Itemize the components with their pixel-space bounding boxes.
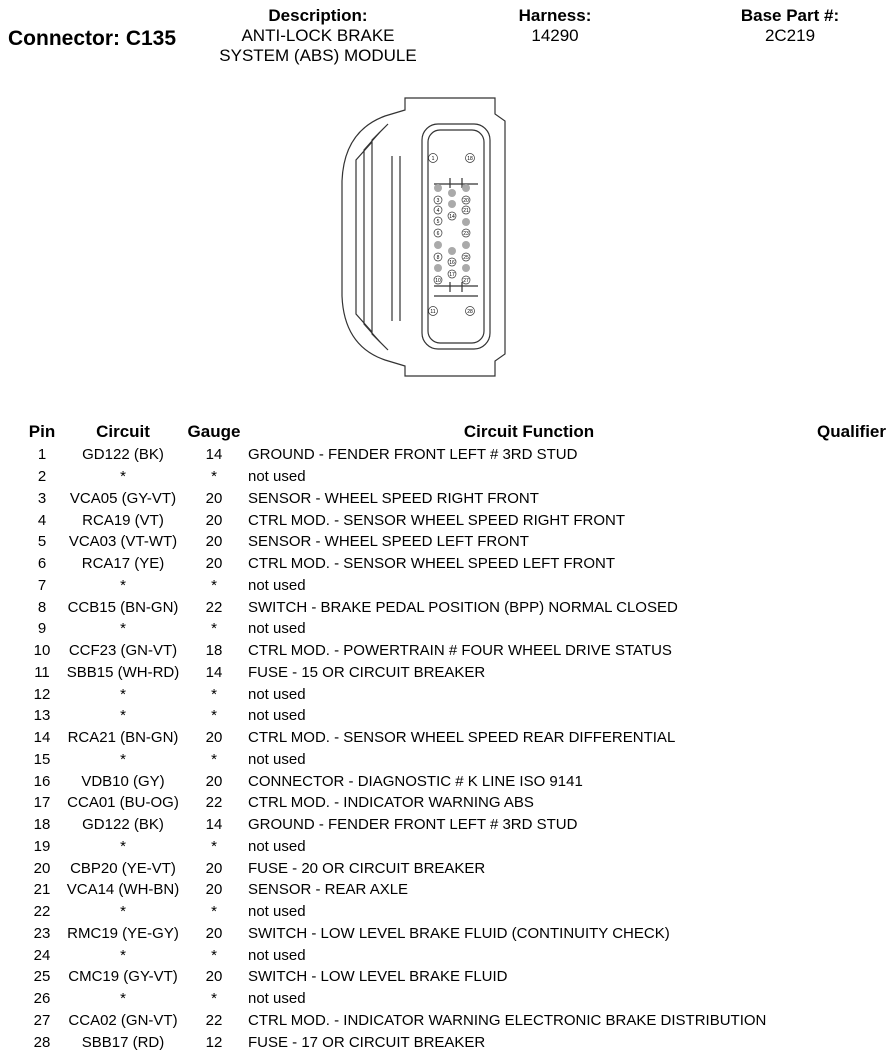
column-header-function: Circuit Function: [463, 422, 595, 441]
pin-cell: 7: [37, 576, 47, 594]
qualifier-cell: [810, 857, 886, 879]
table-row: [22, 857, 886, 879]
qualifier-cell: [810, 879, 886, 901]
description-block: [200, 6, 436, 66]
connector-face-diagram: [330, 96, 550, 381]
function-cell: GROUND - FENDER FRONT LEFT # 3RD STUD: [248, 816, 578, 834]
gauge-cell: 20: [205, 533, 223, 551]
qualifier-cell: [810, 814, 886, 836]
table-row: [22, 923, 886, 945]
pin-label: 20: [463, 198, 469, 204]
pin-label: 8: [436, 255, 440, 261]
qualifier-cell: [810, 575, 886, 597]
gauge-cell: *: [211, 685, 217, 703]
table-row: [22, 618, 886, 640]
qualifier-cell: [810, 923, 886, 945]
function-cell: SWITCH - BRAKE PEDAL POSITION (BPP) NORMAL CLOSED: [248, 598, 678, 616]
table-row: [22, 683, 886, 705]
gauge-cell: 22: [205, 794, 223, 812]
pin-label: 6: [436, 231, 440, 237]
pin-cell: 5: [37, 533, 47, 551]
pin-label: 28: [467, 309, 473, 315]
circuit-cell: CBP20 (YE-VT): [70, 859, 176, 877]
circuit-cell: *: [120, 750, 126, 768]
pin-cell: 16: [33, 772, 51, 790]
qualifier-cell: [810, 727, 886, 749]
function-cell: SENSOR - REAR AXLE: [248, 881, 409, 899]
column-header-qualifier: Qualifier: [817, 422, 886, 441]
gauge-cell: 20: [205, 555, 223, 573]
qualifier-cell: [810, 770, 886, 792]
gauge-cell: 22: [205, 1011, 223, 1029]
harness-block: [490, 6, 620, 46]
gauge-cell: 14: [205, 663, 223, 681]
gauge-cell: *: [211, 990, 217, 1008]
pin-cell: 28: [33, 1033, 51, 1051]
pin-cell: 24: [33, 946, 51, 964]
pin-label: 25: [463, 255, 469, 261]
circuit-cell: VCA05 (GY-VT): [69, 489, 177, 507]
function-cell: not used: [248, 685, 306, 703]
circuit-cell: VDB10 (GY): [81, 772, 165, 790]
pin-label: 17: [449, 272, 455, 278]
pin-cell: 1: [37, 446, 47, 464]
description-line-2: SYSTEM (ABS) MODULE: [219, 46, 417, 65]
function-cell: FUSE - 15 OR CIRCUIT BREAKER: [248, 663, 486, 681]
pin-cell: 23: [33, 924, 51, 942]
gauge-cell: 20: [205, 924, 223, 942]
qualifier-cell: [810, 705, 886, 727]
pin-cell: 17: [33, 794, 51, 812]
function-cell: not used: [248, 576, 306, 594]
description-label: Description:: [268, 6, 368, 25]
pin-label: 1: [431, 156, 435, 162]
qualifier-cell: [810, 749, 886, 771]
pin-label: 23: [463, 231, 469, 237]
circuit-cell: VCA03 (VT-WT): [68, 533, 178, 551]
circuit-cell: VCA14 (WH-BN): [66, 881, 180, 899]
gauge-cell: 14: [205, 446, 223, 464]
pin-cell: 6: [37, 555, 47, 573]
table-row: [22, 770, 886, 792]
function-cell: not used: [248, 837, 306, 855]
qualifier-cell: [810, 944, 886, 966]
function-cell: not used: [248, 620, 306, 638]
function-cell: CTRL MOD. - INDICATOR WARNING ELECTRONIC BRAKE DISTRIBUTION: [248, 1011, 767, 1029]
table-row: [22, 901, 886, 923]
pin-cell: 11: [34, 663, 50, 681]
table-row: [22, 836, 886, 858]
base-part-block: [720, 6, 860, 46]
table-row: [22, 727, 886, 749]
table-row: [22, 466, 886, 488]
function-cell: CTRL MOD. - SENSOR WHEEL SPEED REAR DIFFERENTIAL: [248, 729, 676, 747]
qualifier-cell: [810, 662, 886, 684]
qualifier-cell: [810, 444, 886, 466]
gauge-cell: *: [211, 946, 217, 964]
pin-label: 4: [436, 208, 440, 214]
connector-title: Connector: C135: [8, 27, 177, 50]
table-row: [22, 749, 886, 771]
base-part-value: 2C219: [764, 26, 816, 45]
pin-cell: 4: [37, 511, 47, 529]
pin-cell: 9: [37, 620, 47, 638]
circuit-cell: CCA01 (BU-OG): [67, 794, 179, 812]
harness-label: Harness:: [518, 6, 592, 25]
pin-cell: 3: [37, 489, 47, 507]
function-cell: GROUND - FENDER FRONT LEFT # 3RD STUD: [248, 446, 578, 464]
circuit-cell: SBB15 (WH-RD): [66, 663, 180, 681]
gauge-cell: *: [211, 576, 217, 594]
circuit-cell: CCB15 (BN-GN): [67, 598, 179, 616]
table-row: [22, 444, 886, 466]
gauge-cell: 20: [205, 859, 223, 877]
function-cell: CTRL MOD. - SENSOR WHEEL SPEED RIGHT FRONT: [248, 511, 625, 529]
gauge-cell: 20: [205, 511, 223, 529]
function-cell: SENSOR - WHEEL SPEED LEFT FRONT: [248, 533, 529, 551]
function-cell: not used: [248, 750, 306, 768]
harness-value: 14290: [531, 26, 579, 45]
pin-cell: 12: [33, 685, 51, 703]
circuit-cell: SBB17 (RD): [81, 1033, 165, 1051]
gauge-cell: *: [211, 707, 217, 725]
qualifier-cell: [810, 531, 886, 553]
function-cell: CTRL MOD. - INDICATOR WARNING ABS: [248, 794, 534, 812]
circuit-cell: RCA19 (VT): [82, 511, 164, 529]
table-row: [22, 531, 886, 553]
gauge-cell: 20: [205, 881, 223, 899]
pin-cell: 20: [33, 859, 51, 877]
function-cell: CTRL MOD. - SENSOR WHEEL SPEED LEFT FRONT: [248, 555, 615, 573]
gauge-cell: 22: [205, 598, 223, 616]
circuit-cell: *: [120, 946, 126, 964]
qualifier-cell: [810, 988, 886, 1010]
function-cell: SENSOR - WHEEL SPEED RIGHT FRONT: [248, 489, 539, 507]
function-cell: SWITCH - LOW LEVEL BRAKE FLUID (CONTINUITY CHECK): [248, 924, 670, 942]
circuit-cell: *: [120, 990, 126, 1008]
pin-cell: 13: [33, 707, 51, 725]
function-cell: CTRL MOD. - POWERTRAIN # FOUR WHEEL DRIVE STATUS: [248, 642, 672, 660]
gauge-cell: *: [211, 837, 217, 855]
pin-cell: 8: [37, 598, 47, 616]
gauge-cell: *: [211, 750, 217, 768]
table-row: [22, 575, 886, 597]
pin-cell: 22: [33, 903, 51, 921]
column-header-pin: Pin: [28, 422, 56, 441]
qualifier-cell: [810, 596, 886, 618]
table-row: [22, 640, 886, 662]
qualifier-cell: [810, 488, 886, 510]
pin-label: 14: [449, 214, 455, 220]
circuit-cell: CCA02 (GN-VT): [68, 1011, 178, 1029]
function-cell: not used: [248, 707, 306, 725]
table-row: [22, 705, 886, 727]
pin-table: [22, 420, 886, 1053]
gauge-cell: 20: [205, 968, 223, 986]
circuit-cell: *: [120, 576, 126, 594]
description-line-1: ANTI-LOCK BRAKE: [241, 26, 395, 45]
table-row: [22, 944, 886, 966]
circuit-cell: CMC19 (GY-VT): [68, 968, 178, 986]
table-row: [22, 966, 886, 988]
pin-cell: 21: [33, 881, 51, 899]
table-row: [22, 814, 886, 836]
qualifier-cell: [810, 509, 886, 531]
table-row: [22, 553, 886, 575]
pin-cell: 15: [33, 750, 51, 768]
pin-table-header: [22, 420, 886, 444]
pin-cell: 10: [33, 642, 51, 660]
pin-cell: 27: [33, 1011, 51, 1029]
gauge-cell: *: [211, 903, 217, 921]
gauge-cell: *: [211, 468, 217, 486]
base-part-label: Base Part #:: [740, 6, 840, 25]
circuit-cell: *: [120, 903, 126, 921]
pin-label: 21: [463, 208, 469, 214]
pin-cell: 18: [33, 816, 51, 834]
table-row: [22, 792, 886, 814]
gauge-cell: 12: [205, 1033, 223, 1051]
table-row: [22, 662, 886, 684]
gauge-cell: 14: [205, 816, 223, 834]
pin-cell: 14: [33, 729, 51, 747]
table-row: [22, 596, 886, 618]
qualifier-cell: [810, 683, 886, 705]
gauge-cell: 18: [205, 642, 223, 660]
qualifier-cell: [810, 901, 886, 923]
qualifier-cell: [810, 618, 886, 640]
circuit-cell: RMC19 (YE-GY): [67, 924, 179, 942]
pin-label: 11: [430, 309, 436, 315]
table-row: [22, 988, 886, 1010]
qualifier-cell: [810, 1031, 886, 1053]
function-cell: SWITCH - LOW LEVEL BRAKE FLUID: [248, 968, 508, 986]
pin-cell: 2: [37, 468, 47, 486]
circuit-cell: CCF23 (GN-VT): [68, 642, 178, 660]
gauge-cell: *: [211, 620, 217, 638]
pin-label: 10: [435, 278, 441, 284]
pin-cell: 25: [33, 968, 51, 986]
gauge-cell: 20: [205, 729, 223, 747]
function-cell: FUSE - 17 OR CIRCUIT BREAKER: [248, 1033, 486, 1051]
pin-label: 16: [449, 260, 455, 266]
function-cell: not used: [248, 990, 306, 1008]
circuit-cell: RCA17 (YE): [81, 555, 165, 573]
circuit-cell: *: [120, 468, 126, 486]
qualifier-cell: [810, 1010, 886, 1032]
pin-cell: 26: [33, 990, 51, 1008]
qualifier-cell: [810, 792, 886, 814]
column-header-circuit: Circuit: [96, 422, 150, 441]
pin-label: 3: [436, 198, 440, 204]
table-row: [22, 1010, 886, 1032]
gauge-cell: 20: [205, 489, 223, 507]
circuit-cell: GD122 (BK): [82, 816, 164, 834]
circuit-cell: *: [120, 620, 126, 638]
qualifier-cell: [810, 640, 886, 662]
circuit-cell: *: [120, 837, 126, 855]
pin-label: 5: [436, 219, 440, 225]
qualifier-cell: [810, 966, 886, 988]
function-cell: not used: [248, 468, 306, 486]
pin-label: 27: [463, 278, 469, 284]
table-row: [22, 1031, 886, 1053]
qualifier-cell: [810, 553, 886, 575]
column-header-gauge: Gauge: [187, 422, 241, 441]
table-row: [22, 488, 886, 510]
pin-cell: 19: [33, 837, 51, 855]
table-row: [22, 879, 886, 901]
table-row: [22, 509, 886, 531]
qualifier-cell: [810, 466, 886, 488]
gauge-cell: 20: [205, 772, 223, 790]
circuit-cell: *: [120, 707, 126, 725]
pin-label: 18: [467, 156, 473, 162]
circuit-cell: GD122 (BK): [82, 446, 164, 464]
function-cell: not used: [248, 946, 306, 964]
function-cell: FUSE - 20 OR CIRCUIT BREAKER: [248, 859, 486, 877]
function-cell: CONNECTOR - DIAGNOSTIC # K LINE ISO 9141: [248, 772, 583, 790]
function-cell: not used: [248, 903, 306, 921]
qualifier-cell: [810, 836, 886, 858]
circuit-cell: *: [120, 685, 126, 703]
circuit-cell: RCA21 (BN-GN): [67, 729, 179, 747]
